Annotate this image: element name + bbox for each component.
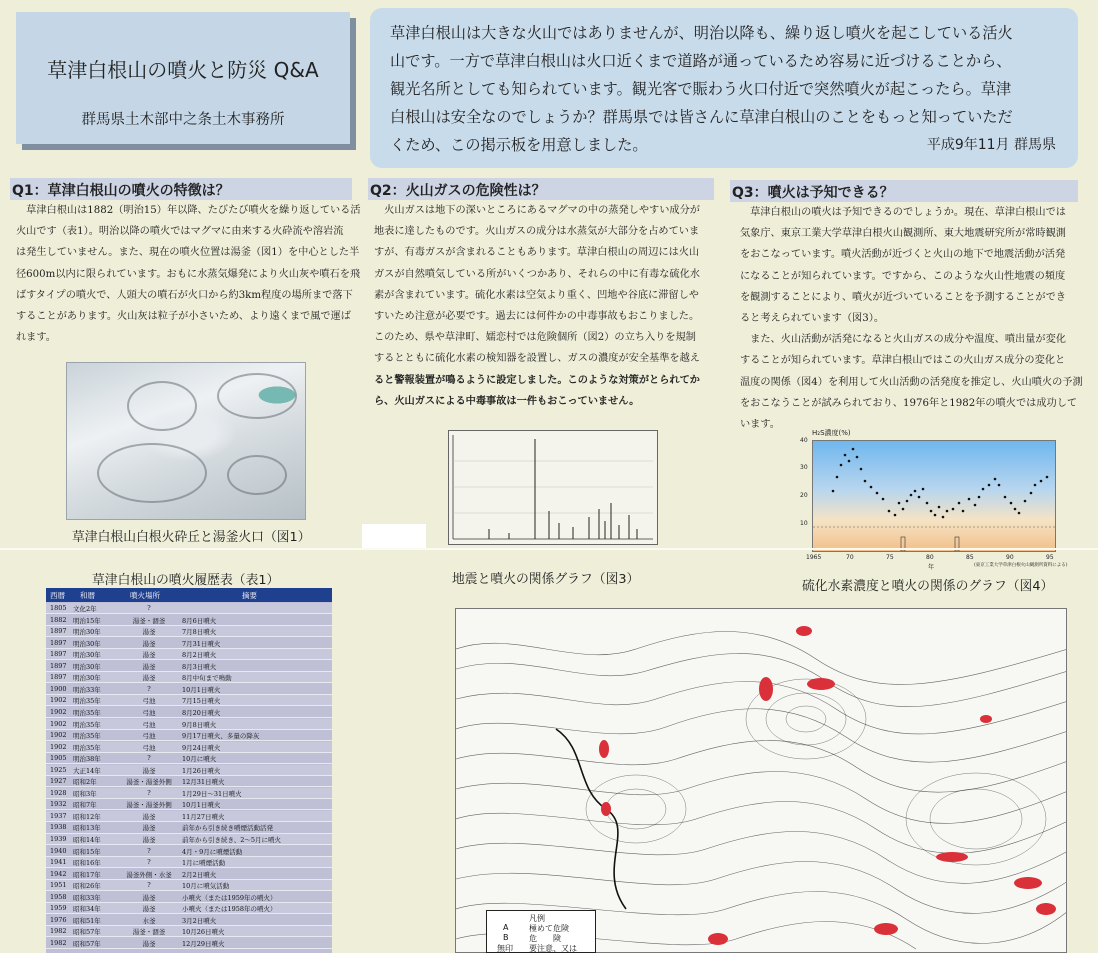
table-row [46, 822, 332, 833]
graph4-ytick: 40 [800, 437, 808, 444]
table-cell: 明治15年 [73, 616, 101, 625]
table-cell: 湯釜 [142, 893, 156, 902]
graph4-xtick: 75 [886, 554, 894, 561]
table1-col-header: 摘要 [242, 591, 257, 600]
table-cell: 昭和57年 [73, 928, 101, 937]
table-row [46, 880, 332, 891]
table-cell: 1925 [50, 765, 67, 774]
graph3-svg [449, 431, 657, 544]
q2-line: 地表に達したものです。火山ガスの成分は水蒸気が大部分を占めていま [374, 226, 700, 238]
q2-line: 素が含まれています。硫化水素は空気より重く、凹地や谷底に滞留しや [374, 289, 699, 301]
table-cell: 10月に噴気活動 [182, 882, 230, 891]
table-cell: 前年から引き続き噴煙活動活発 [182, 824, 273, 833]
table-cell: 昭和57年 [73, 939, 101, 948]
table-cell: 昭和13年 [73, 824, 101, 833]
q2-line: するとともに硫化水素の検知器を設置し、ガスの濃度が安全基準を越え [374, 353, 700, 365]
table-cell: ? [147, 846, 151, 855]
legend-label: 要注意、又は [529, 944, 577, 953]
table-cell: 湯釜 [142, 639, 156, 648]
table-cell: 1938 [50, 823, 67, 832]
table-cell: 湯釜 [142, 651, 156, 660]
table-cell: 1951 [50, 881, 67, 890]
table-cell: 水釜 [142, 916, 156, 925]
table1-caption: 草津白根山の噴火履歴表（表1） [92, 573, 280, 588]
q2-line: 火山ガスは地下の深いところにあるマグマの中の蒸発しやすい成分が [374, 205, 700, 216]
table-cell: 12月29日噴火 [182, 939, 225, 948]
table-cell: 10月1日噴火 [182, 801, 221, 810]
q2-line: すいため注意が必要です。過去には何件かの中毒事故もおこりました。 [374, 311, 700, 323]
table-cell: 明治35年 [73, 697, 101, 706]
q3-line: になることが知られています。ですから、このような火山性地震の頻度 [740, 270, 1066, 282]
table-cell: 湯釜・涸釜 [132, 928, 166, 937]
table-cell: 1958 [50, 892, 67, 901]
table-cell: 弓池 [142, 708, 156, 717]
table-row [46, 672, 332, 683]
table-cell: 昭和16年 [73, 859, 101, 868]
q2-body [374, 200, 700, 412]
table-row [46, 765, 332, 776]
table-cell: 昭和26年 [73, 882, 101, 891]
graph4-ytick: 10 [800, 520, 808, 527]
page-subtitle: 群馬県土木部中之条土木事務所 [81, 112, 285, 128]
q3-line: また、火山活動が活発になると火山ガスの成分や温度、噴出量が変化 [740, 334, 1066, 346]
sticker [362, 524, 426, 548]
table-row [46, 649, 332, 660]
table-cell: 1940 [50, 846, 67, 855]
table-row [46, 742, 332, 753]
table-cell: 1902 [50, 731, 67, 740]
table-row [46, 915, 332, 926]
graph4-source: (東京工業大学草津白根火山観測所資料による) [974, 563, 1068, 568]
table-row [46, 869, 332, 880]
table-row [46, 776, 332, 787]
table-cell: 湯釜・湯釜外側 [126, 801, 172, 810]
table-row [46, 730, 332, 741]
table-cell: 明治30年 [73, 639, 101, 648]
table-cell: 8月中旬まで鳴動 [182, 674, 232, 683]
graph4-ytick: 20 [800, 492, 808, 499]
graph4-xtick: 1965 [806, 554, 822, 561]
table-cell: ? [147, 604, 151, 612]
table-cell: 明治38年 [73, 755, 101, 764]
table-cell: 1897 [50, 673, 67, 682]
table-cell: 弓池 [142, 697, 156, 706]
q2-line: すが、有毒ガスが含まれることもあります。草津白根山の周辺には火山 [374, 247, 700, 259]
table-cell: ? [147, 684, 151, 693]
q1-heading: Q1：草津白根山の噴火の特徴は？ [10, 178, 352, 200]
table1-col-header: 和暦 [80, 591, 95, 600]
table1-col-header: 噴火場所 [130, 591, 160, 600]
table-cell: 1941 [50, 858, 67, 867]
q2-line: ると警報装置が鳴るように設定しました。このような対策がとられてか [374, 373, 700, 386]
table-cell: 昭和12年 [73, 812, 101, 821]
table-row [46, 903, 332, 914]
q3-line: をおこなうことが試みられており、1976年と1982年の噴火では成功して [740, 397, 1078, 409]
graph4-ylabel: H₂S濃度(%) [812, 429, 851, 437]
q1-line: 径600m以内に限られています。おもに水蒸気爆発により火山灰や噴石を飛 [16, 268, 361, 280]
intro-line: 草津白根山は大きな火山ではありませんが、明治以降も、繰り返し噴火を起こしている活火 [390, 24, 1013, 42]
table-cell: 湯釜 [142, 662, 156, 671]
q3-line: 温度の関係（図4）を利用して火山活動の活発度を推定し、火山噴火の予測 [740, 376, 1083, 388]
graph4-xtick: 85 [966, 554, 974, 561]
table-cell: 小噴火（または1959年の噴火） [182, 893, 277, 902]
intro-line: 白根山は安全なのでしょうか？群馬県では皆さんに草津白根山のことをもっと知っていただ [390, 108, 1013, 126]
legend-label: 極めて危険 [529, 924, 569, 933]
table-cell: 明治30年 [73, 674, 101, 683]
table-cell: 1月に噴煙活動 [182, 859, 226, 868]
table-cell: 1982 [50, 927, 67, 936]
table-cell: 9月17日噴火、多量の降灰 [182, 732, 260, 741]
table-cell: 文化2年 [73, 605, 97, 613]
q1-line: ばすタイプの噴火で、人頭大の噴石が火口から約3km程度の場所まで落下 [16, 289, 353, 301]
table-cell: 1939 [50, 835, 67, 843]
table-cell: 湯釜・湯釜外側 [126, 778, 172, 787]
table-cell: 9月8日噴火 [182, 720, 217, 729]
table-cell: 3月2日噴火 [182, 916, 217, 925]
q1-line: は発生していません。また、現在の噴火位置は湯釜（図1）を中心とした半 [16, 247, 360, 259]
table-cell: 湯釜 [142, 628, 156, 637]
table-cell: 1月29日〜31日噴火 [182, 789, 242, 798]
q3-body [740, 202, 1083, 435]
table-cell: 弓池 [142, 743, 156, 752]
table-cell: 明治30年 [73, 651, 101, 660]
legend-key: A [503, 923, 509, 932]
table-cell: 大正14年 [73, 766, 101, 775]
table-cell: 1905 [50, 754, 67, 763]
graph4-ytick: 30 [800, 464, 808, 471]
table-cell: 昭和33年 [73, 893, 101, 902]
legend-label: 危 険 [529, 934, 561, 943]
table-cell: 明治35年 [73, 743, 101, 752]
q3-line: 草津白根山の噴火は予知できるのでしょうか。現在、草津白根山では [740, 207, 1066, 218]
table-cell: 10月26日噴火 [182, 928, 225, 937]
table-cell: 1928 [50, 788, 67, 797]
table-cell: 湯釜 [142, 824, 156, 833]
table-row [46, 615, 332, 626]
table-cell: 昭和51年 [73, 916, 101, 925]
table-cell: 湯釜・涸釜 [132, 616, 166, 625]
table-cell: 1902 [50, 707, 67, 716]
q3-heading: Q3：噴火は予知できる？ [730, 180, 1078, 202]
q1-line: れます。 [16, 332, 56, 344]
table-row [46, 638, 332, 649]
table-cell: 明治33年 [73, 685, 101, 694]
graph4-xtick: 90 [1006, 554, 1014, 561]
table-cell: ? [147, 754, 151, 763]
table-row [46, 926, 332, 937]
table-cell: 昭和17年 [73, 870, 101, 879]
table-cell: 昭和14年 [73, 836, 101, 844]
table-cell: 昭和15年 [73, 847, 101, 856]
table-cell: 明治30年 [73, 662, 101, 671]
table-row [46, 626, 332, 637]
q3-line: を観測することにより、噴火が近づいていることを予測することができ [740, 291, 1066, 303]
graph4-xtick: 70 [846, 554, 854, 561]
q2-line: ガスが自然噴気している所がいくつかあり、それらの中に有毒な硫化水 [374, 268, 700, 280]
table-cell: 前年から引き続き、2〜5月に噴火 [182, 836, 282, 844]
q1-line: 草津白根山は1882（明治15）年以降、たびたび噴火を繰り返している活 [16, 205, 361, 216]
table-cell: 明治35年 [73, 720, 101, 729]
q3-line: することが知られています。草津白根山ではこの火山ガス成分の変化と [740, 355, 1066, 367]
table-cell: 1959 [50, 904, 67, 913]
q3-line: をおこなっています。噴火活動が近づくと火山の地下で地震活動が活発 [740, 249, 1066, 261]
q1-line: することがあります。火山灰は粒子が小さいため、より遠くまで風で運ば [16, 311, 351, 323]
graph4-xtick: 95 [1046, 554, 1054, 561]
table-cell: 湯釜 [142, 905, 156, 914]
table-row [46, 834, 332, 845]
table-row [46, 788, 332, 799]
table-cell: 7月31日噴火 [182, 639, 221, 648]
q3-line: います。 [740, 419, 780, 431]
panel-seam [0, 548, 1098, 550]
table-cell: 1982 [50, 938, 67, 947]
table-cell: 昭和2年 [73, 778, 97, 787]
table-cell: 8月2日噴火 [182, 651, 217, 660]
graph4-xtick: 80 [926, 554, 934, 561]
table-cell: 湯釜外側・水釜 [126, 870, 172, 879]
intro-panel [370, 8, 1078, 168]
page-title: 草津白根山の噴火と防災 Q&A [47, 58, 319, 82]
table-cell: 昭和7年 [73, 801, 97, 810]
table-cell: ? [147, 881, 151, 890]
legend-title: 凡例 [529, 914, 545, 923]
table-cell: 1902 [50, 742, 67, 751]
hazard-map [455, 608, 1067, 953]
table-cell: 1897 [50, 650, 67, 659]
table-row [46, 892, 332, 903]
table-cell: 8月3日噴火 [182, 662, 217, 671]
table-cell: 小噴火（または1958年の噴火） [182, 905, 277, 914]
table-cell: 1932 [50, 800, 67, 809]
table-row [46, 857, 332, 868]
earthquake-eruption-graph [448, 430, 658, 545]
table-cell: 湯釜 [142, 812, 156, 821]
table-cell: 1月26日噴火 [182, 766, 221, 775]
q3-line: ると考えられています（図3）。 [740, 313, 885, 325]
q2-heading: Q2：火山ガスの危険性は？ [368, 178, 714, 200]
table-cell: 1882 [50, 615, 67, 624]
table-cell: 8月6日噴火 [182, 616, 217, 625]
q3-line: 気象庁、東京工業大学草津白根火山観測所、東大地震研究所が常時観測 [740, 228, 1066, 240]
q2-line: このため、県や草津町、嬬恋村では危険個所（図2）の立ち入りを規制 [374, 332, 696, 344]
table-cell: 11月27日噴火 [182, 812, 225, 821]
table-cell: 湯釜 [142, 836, 156, 844]
table-cell: 10月に噴火 [182, 755, 217, 764]
table-cell: 昭和34年 [73, 905, 101, 914]
table-cell: 昭和3年 [73, 789, 97, 798]
q1-body [16, 200, 361, 348]
table-cell: 1897 [50, 661, 67, 670]
table-cell: 1805 [50, 604, 67, 612]
table-row [46, 846, 332, 857]
table-cell: 4月・9月に噴煙活動 [182, 847, 243, 856]
table-cell: 1902 [50, 719, 67, 728]
table-cell: 弓池 [142, 732, 156, 741]
table-cell: 10月1日噴火 [182, 685, 221, 694]
table-cell: ? [147, 788, 151, 797]
table-row [46, 661, 332, 672]
table-row [46, 603, 332, 614]
table-cell: 1927 [50, 777, 67, 786]
photo-caption: 草津白根山白根火砕丘と湯釜火口（図1） [72, 530, 311, 545]
yugama-crater-photo [66, 362, 306, 520]
graph4-caption: 硫化水素濃度と噴火の関係のグラフ（図4） [802, 579, 1054, 594]
legend-key: 無印 [497, 944, 513, 953]
table-cell: 1942 [50, 869, 67, 878]
table-cell: 1897 [50, 627, 67, 636]
table-cell: 1902 [50, 696, 67, 705]
table-row [46, 707, 332, 718]
graph4-svg [813, 441, 1055, 551]
table-cell: 湯釜 [142, 674, 156, 683]
table-row [46, 684, 332, 695]
table-cell: 7月8日噴火 [182, 628, 217, 637]
intro-signature: 平成9年11月 群馬県 [926, 137, 1056, 153]
eruption-history-table [46, 588, 332, 953]
table1-header [46, 588, 332, 602]
table-cell: 弓池 [142, 720, 156, 729]
table-row [46, 753, 332, 764]
table-cell: ? [147, 858, 151, 867]
table-row [46, 719, 332, 730]
table1-col-header: 西暦 [50, 591, 65, 600]
table-row [46, 695, 332, 706]
intro-line: 山です。一方で草津白根山は火口近くまで道路が通っているため容易に近づけることから、 [390, 52, 1012, 70]
map-svg [456, 609, 1067, 953]
table-cell: 明治35年 [73, 708, 101, 717]
table-cell: 湯釜 [142, 939, 156, 948]
table-cell: 1897 [50, 638, 67, 647]
table-row [46, 811, 332, 822]
title-panel [16, 12, 350, 144]
table-cell: 明治30年 [73, 628, 101, 637]
map-legend [486, 910, 596, 953]
intro-line: くため、この掲示板を用意しました。 [390, 136, 648, 154]
table-cell: 湯釜 [142, 766, 156, 775]
legend-key: B [503, 933, 509, 942]
graph3-caption: 地震と噴火の関係グラフ（図3） [452, 572, 640, 587]
q2-line: ら、火山ガスによる中毒事故は一件もおこっていません。 [374, 394, 640, 407]
table-cell: 1937 [50, 811, 67, 820]
table-cell: 12月31日噴火 [182, 778, 225, 787]
intro-line: 観光名所としても知られています。観光客で賑わう火口付近で突然噴火が起こったら。草津 [390, 80, 1012, 98]
table-row [46, 938, 332, 949]
table-row [46, 799, 332, 810]
graph4-xunit: 年 [928, 564, 935, 571]
table-cell: 7月15日噴火 [182, 697, 221, 706]
table-cell: 2月2日噴火 [182, 870, 217, 879]
table-cell: 1900 [50, 684, 67, 693]
h2s-concentration-graph [812, 440, 1056, 552]
q1-line: 火山です（表1）。明治以降の噴火ではマグマに由来する火砕流や溶岩流 [16, 226, 344, 238]
table-cell: 明治35年 [73, 732, 101, 741]
table-cell: 1976 [50, 915, 67, 924]
table-cell: 8月20日噴火 [182, 708, 221, 717]
table-cell: 9月24日噴火 [182, 743, 221, 752]
